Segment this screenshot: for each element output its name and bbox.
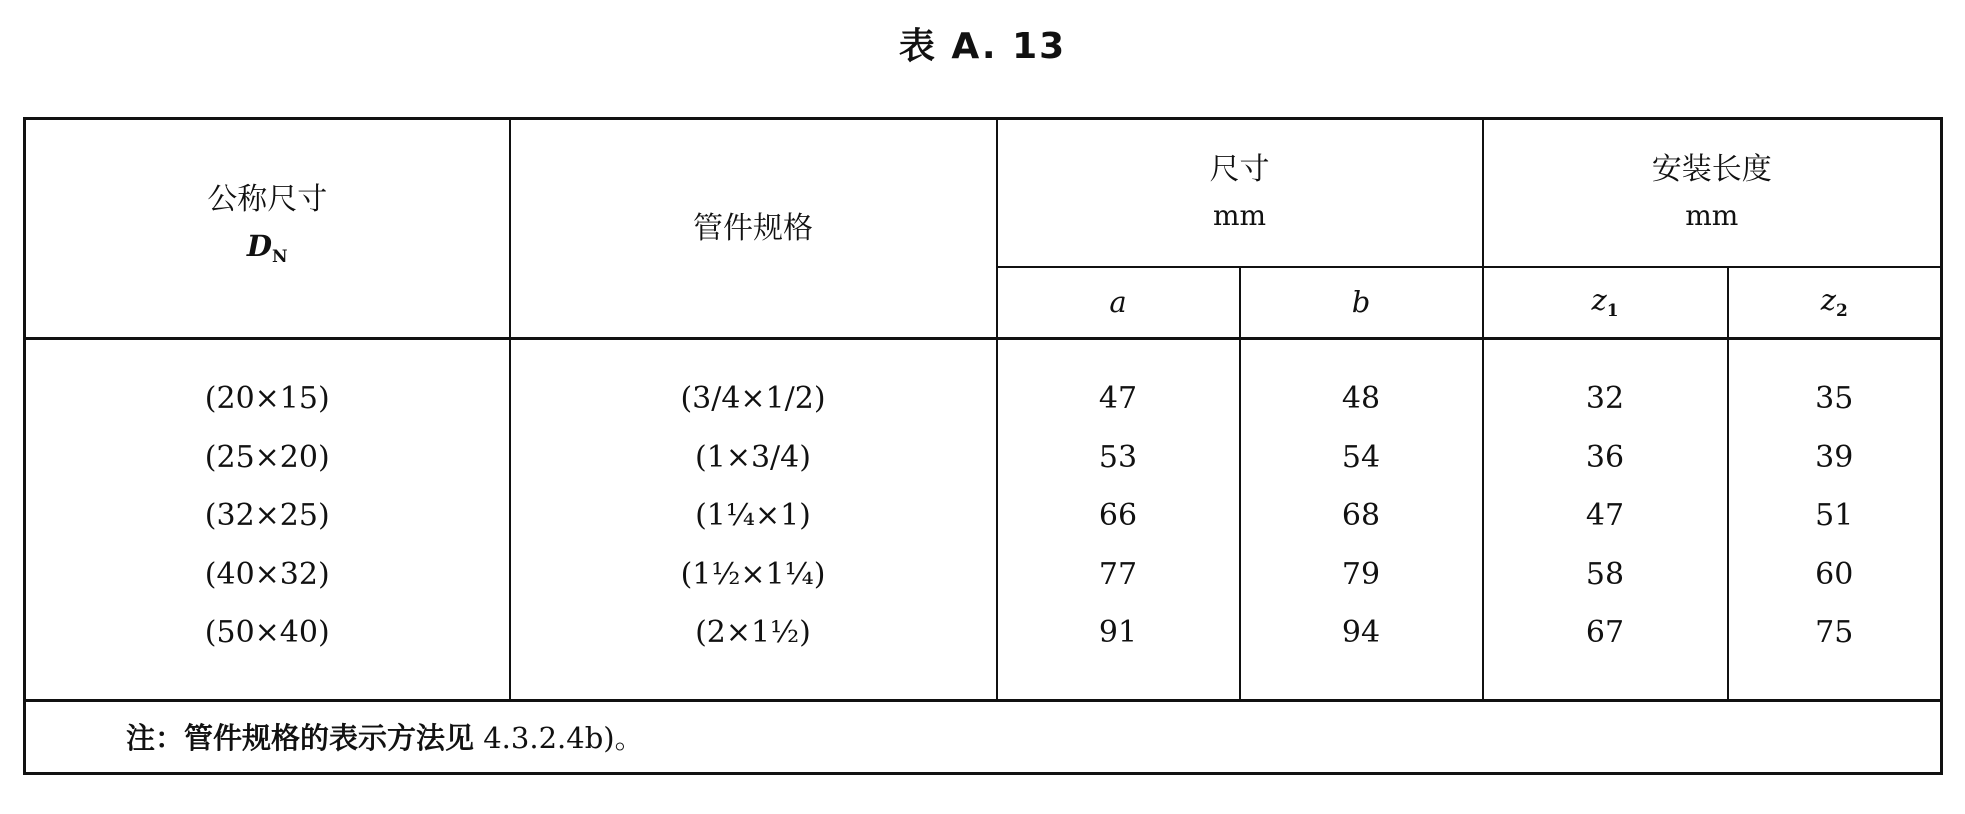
col-spec-values — [510, 339, 997, 701]
table-cell: 35 — [1815, 381, 1854, 416]
nominal-symbol-main: D — [246, 229, 273, 263]
table-cell: 67 — [1585, 615, 1625, 650]
header-nominal-symbol — [26, 223, 509, 280]
table-cell: 60 — [1815, 556, 1854, 592]
header-install-length-unit: mm — [1685, 198, 1739, 232]
table-cell: 94 — [1341, 615, 1381, 650]
table-cell: 58 — [1585, 556, 1625, 592]
table-cell: 47 — [1098, 381, 1138, 416]
header-col-a: a — [997, 267, 1240, 339]
table-cell: (3/4×1/2) — [680, 381, 826, 416]
table-cell: 53 — [1098, 439, 1138, 475]
table-cell: 77 — [1098, 556, 1138, 592]
table-note — [25, 700, 1942, 773]
table-cell: (25×20) — [204, 439, 330, 475]
header-col-z2 — [1728, 267, 1942, 339]
table-cell: 51 — [1815, 498, 1854, 533]
header-install-length-label: 安装长度 — [1651, 151, 1772, 187]
note-label: 注：管件规格的表示方法见 — [126, 721, 475, 755]
table-cell: 91 — [1098, 615, 1138, 650]
table-body-row — [25, 339, 1942, 701]
nominal-symbol-sub: N — [272, 247, 288, 267]
table-cell: 66 — [1098, 498, 1138, 533]
col-a-values — [997, 339, 1240, 701]
col-z1-sub: 1 — [1606, 301, 1619, 322]
table-cell: (32×25) — [204, 498, 330, 533]
header-fitting-spec: 管件规格 — [510, 119, 997, 339]
table-cell: 54 — [1341, 439, 1381, 475]
header-dimension-unit: mm — [1212, 198, 1267, 232]
table-cell: 47 — [1585, 498, 1625, 533]
col-b-values — [1240, 339, 1483, 701]
header-row-1 — [25, 119, 1942, 267]
table-cell: (50×40) — [204, 615, 330, 650]
table-cell: 75 — [1815, 615, 1854, 650]
header-nominal-size-label: 公称尺寸 — [207, 182, 328, 217]
table-cell: (2×1½) — [695, 615, 811, 650]
table-caption: 表 A. 13 — [898, 26, 1067, 67]
table-cell: (1¼×1) — [695, 498, 811, 533]
header-nominal-size — [25, 119, 510, 339]
header-install-length — [1483, 119, 1942, 267]
table-cell: (1½×1¼) — [680, 556, 826, 592]
note-text: 4.3.2.4b)。 — [474, 721, 644, 755]
header-dimension — [997, 119, 1483, 267]
header-dimension-label: 尺寸 — [1209, 151, 1270, 187]
table-cell: (1×3/4) — [695, 439, 811, 475]
table-cell: (20×15) — [204, 381, 330, 416]
col-z2-values — [1728, 339, 1942, 701]
col-z1-main: z — [1591, 283, 1607, 318]
header-col-z1 — [1483, 267, 1728, 339]
col-z2-main: z — [1820, 283, 1836, 318]
table-cell: 39 — [1815, 439, 1854, 475]
header-col-b: b — [1240, 267, 1483, 339]
table-cell: 68 — [1341, 498, 1381, 533]
table-cell: 79 — [1341, 556, 1381, 592]
dimension-table — [23, 117, 1943, 775]
col-z1-values — [1483, 339, 1728, 701]
table-cell: 48 — [1341, 381, 1381, 416]
table-cell: 36 — [1585, 439, 1625, 475]
table-cell: (40×32) — [204, 556, 330, 592]
table-cell: 32 — [1585, 381, 1625, 416]
note-row — [25, 700, 1942, 773]
col-z2-sub: 2 — [1835, 301, 1848, 322]
col-nominal-values — [25, 339, 510, 701]
